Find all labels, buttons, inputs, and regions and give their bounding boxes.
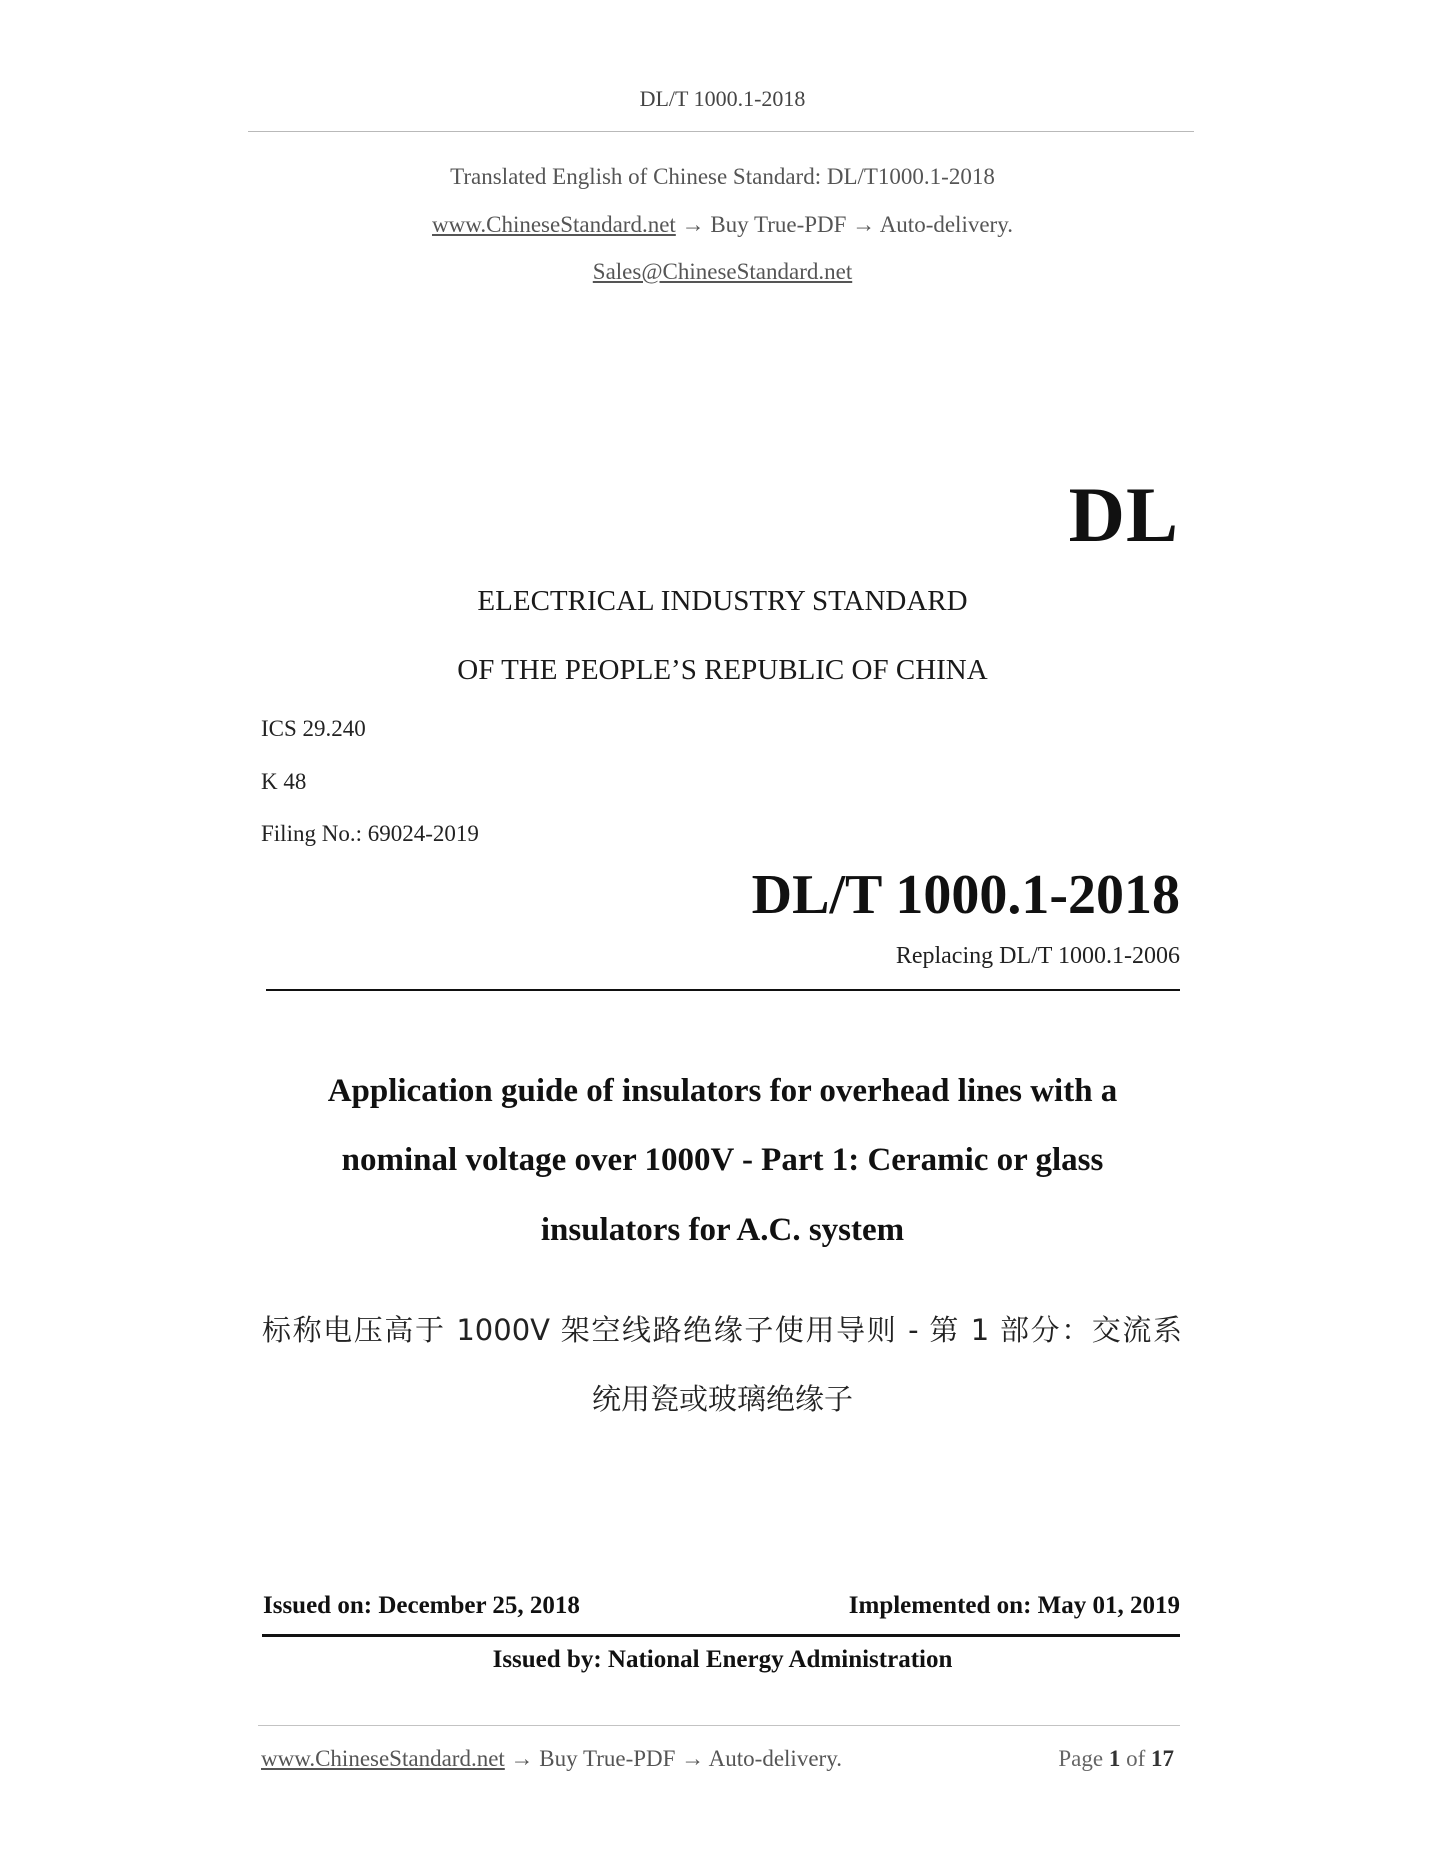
issuing-authority: Issued by: National Energy Administration xyxy=(492,1646,953,1673)
chinese-title-line-2: 统用瓷或玻璃绝缘子 xyxy=(591,1382,853,1416)
standard-number: DL/T 1000.1-2018 xyxy=(751,864,1180,926)
page-of-label: of xyxy=(1126,1746,1146,1771)
replacing-note: Replacing DL/T 1000.1-2006 xyxy=(895,943,1180,969)
page-label: Page xyxy=(1058,1746,1104,1771)
buy-text: Buy True-PDF xyxy=(710,212,847,237)
running-header: DL/T 1000.1-2018 xyxy=(639,86,806,111)
footer-buy-text: Buy True-PDF xyxy=(539,1746,676,1771)
english-title-line-3: insulators for A.C. system xyxy=(540,1212,905,1248)
page-indicator xyxy=(1058,1746,1174,1772)
english-title-line-2: nominal voltage over 1000V - Part 1: Ceramic or glass xyxy=(341,1142,1104,1178)
header-divider xyxy=(248,131,1194,132)
classification-code: K 48 xyxy=(261,769,307,794)
ics-code: ICS 29.240 xyxy=(261,716,366,741)
page-total: 17 xyxy=(1151,1746,1174,1771)
chinese-title-line-1: 标称电压高于 1000V 架空线路绝缘子使用导则 - 第 1 部分：交流系 xyxy=(262,1313,1182,1347)
sales-email-link[interactable]: Sales@ChineseStandard.net xyxy=(592,259,853,284)
filing-number: Filing No.: 69024-2019 xyxy=(261,821,479,846)
delivery-text: Auto-delivery. xyxy=(879,212,1013,237)
promo-line xyxy=(0,212,1445,238)
footer-divider xyxy=(258,1725,1180,1726)
arrow-icon: → xyxy=(852,212,876,237)
dates-divider xyxy=(262,1634,1180,1637)
footer-promo xyxy=(261,1746,842,1772)
arrow-icon: → xyxy=(681,212,705,237)
english-title-line-1: Application guide of insulators for overhead lines with a xyxy=(327,1073,1118,1109)
category-mark: DL xyxy=(1068,471,1179,558)
footer-site-link[interactable]: www.ChineseStandard.net xyxy=(261,1746,505,1771)
footer-delivery-text: Auto-delivery. xyxy=(708,1746,842,1771)
translation-notice: Translated English of Chinese Standard: DL/T1000.1-2018 xyxy=(450,164,995,189)
email-line xyxy=(0,259,1445,285)
standard-type-line-1: ELECTRICAL INDUSTRY STANDARD xyxy=(477,585,968,617)
page-current: 1 xyxy=(1108,1746,1121,1771)
title-divider xyxy=(266,989,1180,991)
issued-on-date: Issued on: December 25, 2018 xyxy=(263,1592,580,1619)
site-link[interactable]: www.ChineseStandard.net xyxy=(432,212,676,237)
arrow-icon: → xyxy=(510,1746,534,1771)
standard-type-line-2: OF THE PEOPLE’S REPUBLIC OF CHINA xyxy=(457,654,988,686)
implemented-on-date: Implemented on: May 01, 2019 xyxy=(848,1592,1180,1619)
arrow-icon: → xyxy=(681,1746,705,1771)
